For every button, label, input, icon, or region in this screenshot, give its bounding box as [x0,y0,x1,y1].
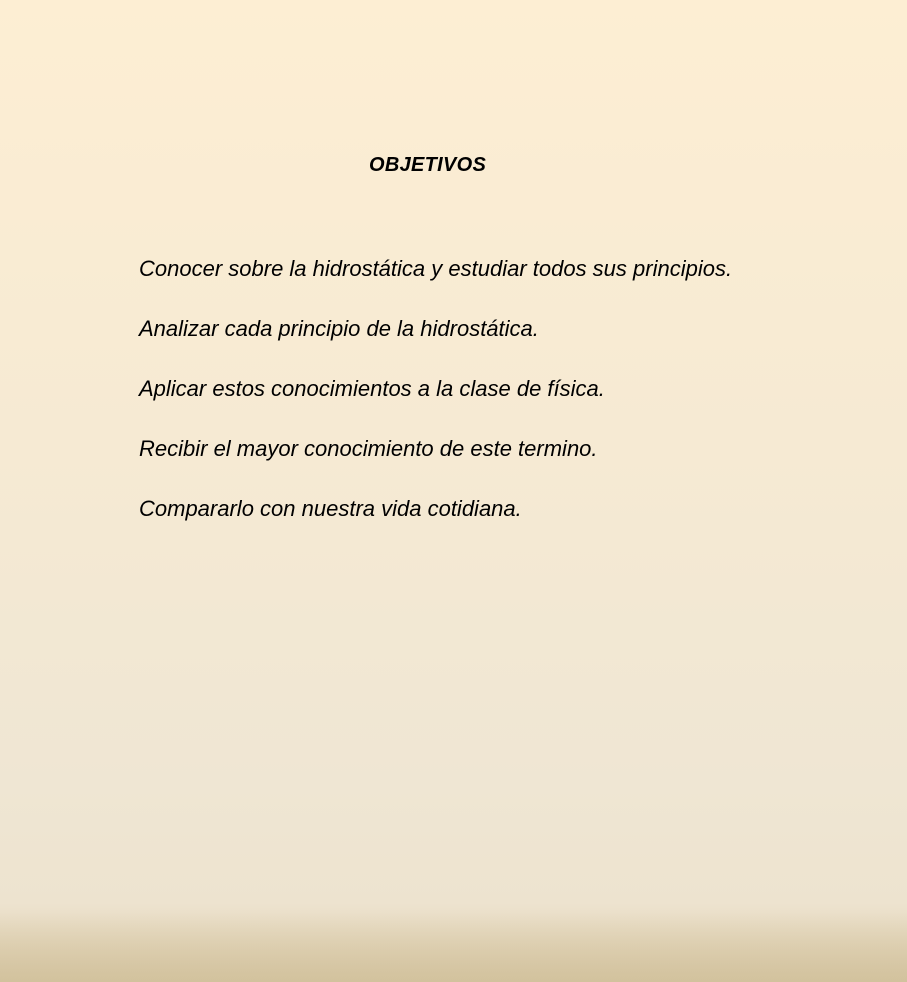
bottom-shade [0,912,907,982]
objectives-list [139,254,806,524]
objective-item: Conocer sobre la hidrostática y estudiar todos sus principios. [139,256,733,281]
document-page [139,152,806,554]
page-title: OBJETIVOS [369,154,487,176]
objective-item: Recibir el mayor conocimiento de este termino. [139,436,598,461]
objective-item: Aplicar estos conocimientos a la clase de física. [139,376,605,401]
objective-item: Analizar cada principio de la hidrostática. [139,316,539,341]
objective-item: Compararlo con nuestra vida cotidiana. [139,496,522,521]
